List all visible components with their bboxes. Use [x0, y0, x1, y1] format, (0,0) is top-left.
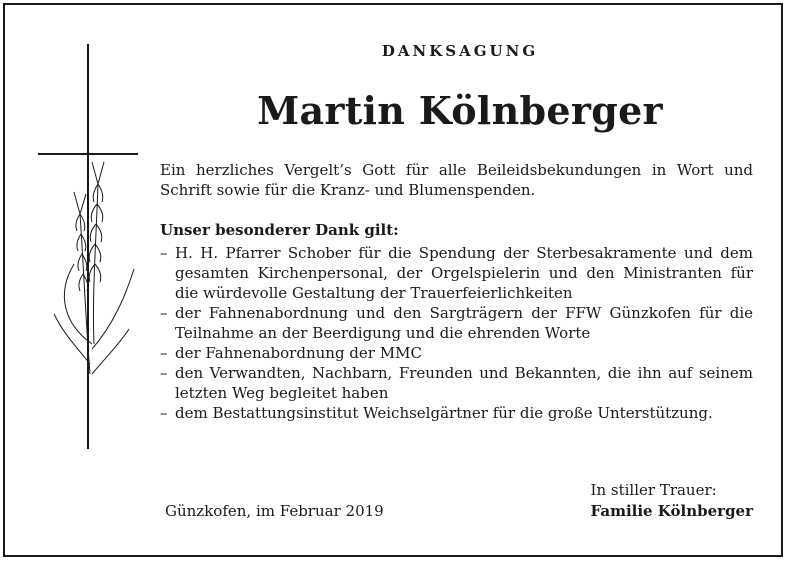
list-item-text: H. H. Pfarrer Schober für die Spendung der Sterbesakramente und dem gesamten Kirchenpersonal, der Orgelspielerin und den Ministranten für die würdevolle Gestaltung der Trauerfeierlichkeiten — [175, 244, 753, 302]
notice-footer — [160, 480, 753, 524]
signature-block — [591, 480, 753, 522]
list-item — [160, 343, 753, 363]
list-item-text: der Fahnenabordnung der MMC — [175, 344, 422, 362]
notice-body — [160, 160, 753, 423]
dash-bullet: – — [160, 364, 168, 382]
list-item — [160, 243, 753, 303]
list-item — [160, 363, 753, 403]
family-signature: Familie Kölnberger — [590, 502, 753, 520]
list-item — [160, 403, 753, 423]
list-item-text: der Fahnenabordnung und den Sargträgern der FFW Günzkofen für die Teilnahme an der Beerdigung und die ehrenden Worte — [175, 304, 753, 342]
thanks-list — [160, 243, 753, 423]
deceased-name: Martin Kölnberger — [257, 88, 663, 133]
place-date: Günzkofen, im Februar 2019 — [165, 502, 384, 520]
list-item-text: dem Bestattungsinstitut Weichselgärtner für die große Unterstützung. — [175, 404, 713, 422]
thanks-heading: Unser besonderer Dank gilt: — [160, 221, 399, 239]
closing-line: In stiller Trauer: — [590, 481, 717, 499]
cross-with-wheat-icon — [34, 44, 144, 454]
cross-icon — [38, 44, 138, 449]
dash-bullet: – — [160, 344, 168, 362]
list-item-text: den Verwandten, Nachbarn, Freunden und Bekannten, die ihn auf seinem letzten Weg begleitet haben — [175, 364, 753, 402]
wheat-icon — [54, 162, 134, 374]
notice-kicker: DANKSAGUNG — [381, 42, 539, 60]
intro-text: Ein herzliches Vergelt’s Gott für alle Beileidsbekundungen in Wort und Schrift sowie für die Kranz- und Blumenspenden. — [160, 161, 753, 199]
dash-bullet: – — [160, 404, 168, 422]
dash-bullet: – — [160, 304, 168, 322]
list-item — [160, 303, 753, 343]
dash-bullet: – — [160, 244, 168, 262]
